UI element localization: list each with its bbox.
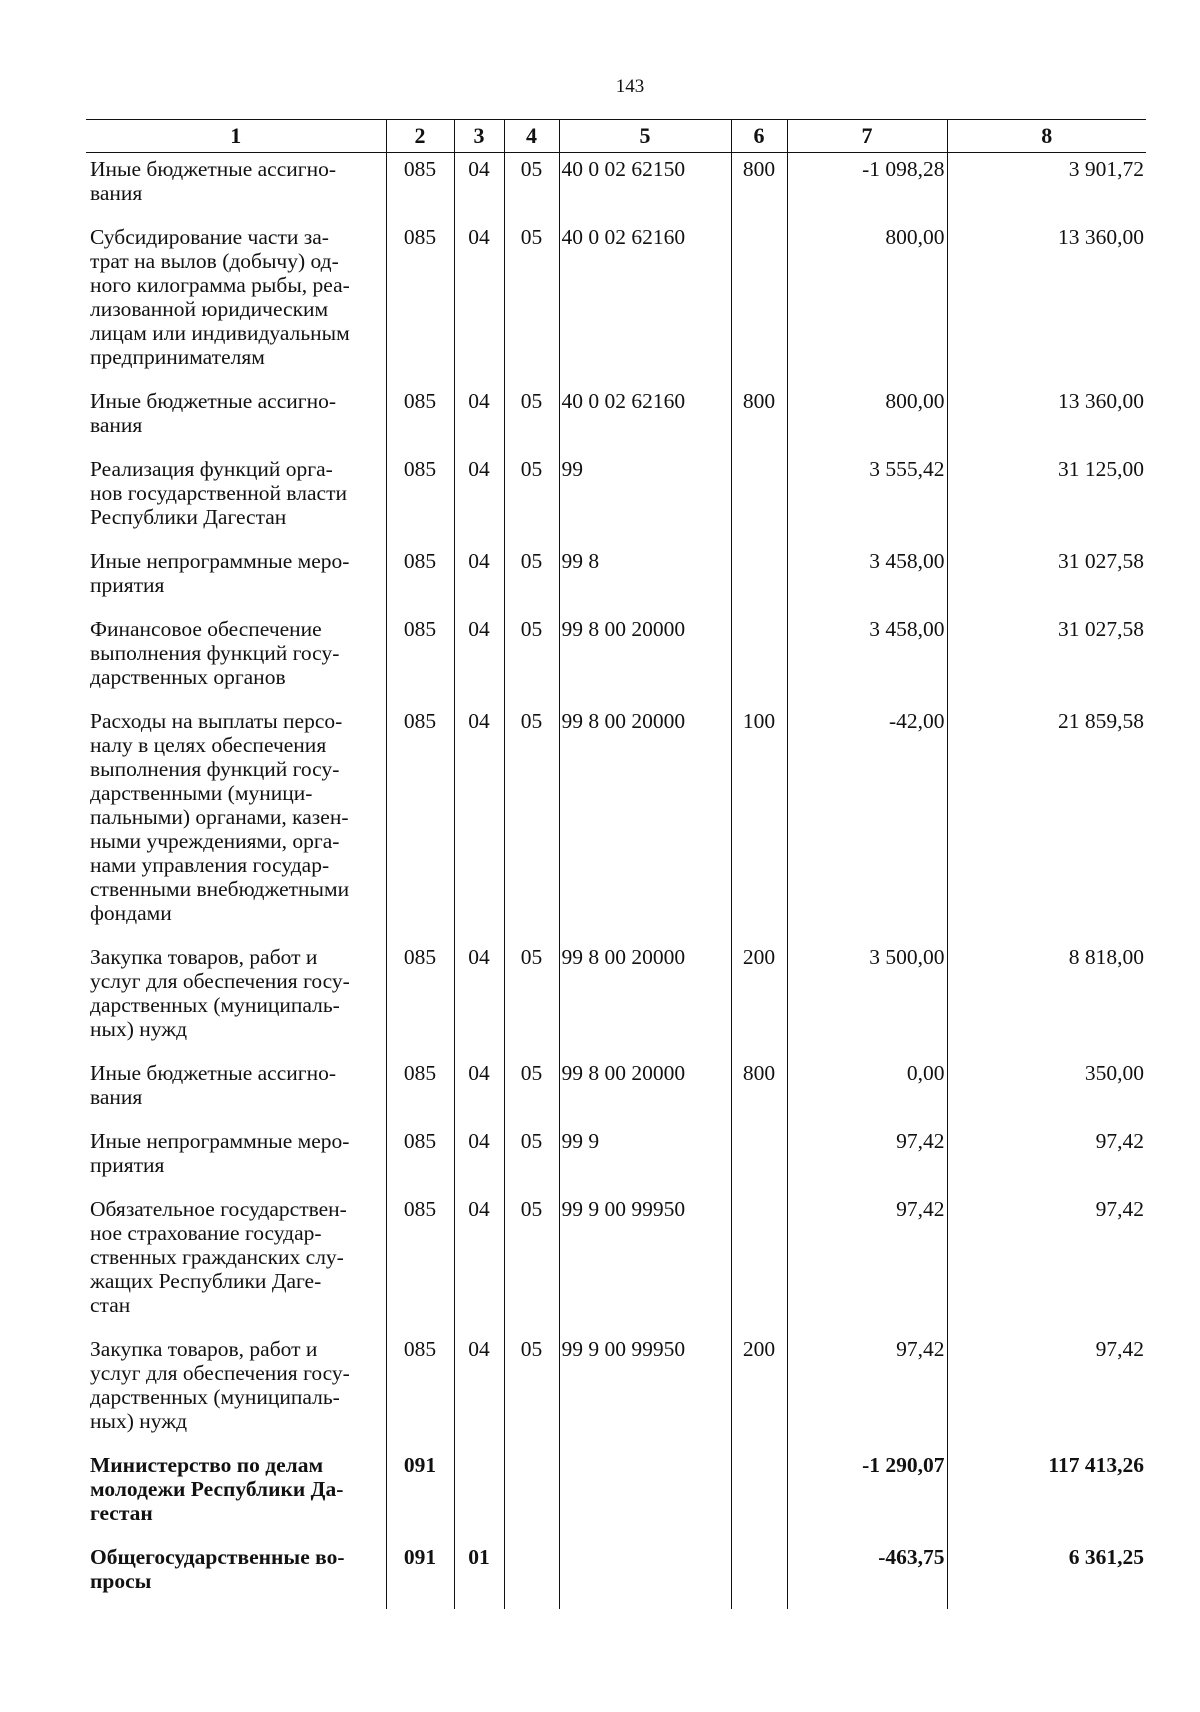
column-header: 1 — [86, 120, 386, 153]
subsection-code: 05 — [504, 1057, 559, 1125]
section-code: 04 — [454, 1193, 504, 1333]
change-amount: 3 458,00 — [787, 613, 947, 705]
change-amount: -1 098,28 — [787, 153, 947, 222]
target-article-code: 99 9 — [559, 1125, 731, 1193]
total-amount: 13 360,00 — [947, 221, 1146, 385]
chapter-code: 085 — [386, 153, 454, 222]
budget-table-container — [86, 119, 1146, 1609]
section-code: 01 — [454, 1541, 504, 1609]
subsection-code: 05 — [504, 221, 559, 385]
chapter-code: 091 — [386, 1541, 454, 1609]
total-amount: 31 027,58 — [947, 545, 1146, 613]
target-article-code: 99 9 00 99950 — [559, 1333, 731, 1449]
change-amount: 97,42 — [787, 1333, 947, 1449]
change-amount: 3 458,00 — [787, 545, 947, 613]
section-code: 04 — [454, 385, 504, 453]
target-article-code: 40 0 02 62160 — [559, 385, 731, 453]
chapter-code: 085 — [386, 705, 454, 941]
total-amount: 117 413,26 — [947, 1449, 1146, 1541]
chapter-code: 085 — [386, 1333, 454, 1449]
change-amount: 3 500,00 — [787, 941, 947, 1057]
table-body — [86, 153, 1146, 1610]
chapter-code: 085 — [386, 1125, 454, 1193]
column-header: 8 — [947, 120, 1146, 153]
expense-type-code: 200 — [731, 941, 787, 1057]
column-header: 3 — [454, 120, 504, 153]
change-amount: -1 290,07 — [787, 1449, 947, 1541]
table-row — [86, 613, 1146, 705]
target-article-code: 99 8 00 20000 — [559, 705, 731, 941]
total-amount: 97,42 — [947, 1193, 1146, 1333]
change-amount: 800,00 — [787, 385, 947, 453]
target-article-code: 99 8 — [559, 545, 731, 613]
section-code — [454, 1449, 504, 1541]
column-header: 7 — [787, 120, 947, 153]
subsection-code: 05 — [504, 1125, 559, 1193]
target-article-code: 40 0 02 62160 — [559, 221, 731, 385]
table-header-row — [86, 120, 1146, 153]
subsection-code — [504, 1541, 559, 1609]
expense-type-code — [731, 221, 787, 385]
table-row — [86, 545, 1146, 613]
target-article-code — [559, 1449, 731, 1541]
row-description: Реализация функций орга- нов государственной власти Республики Дагестан — [90, 457, 347, 529]
section-code: 04 — [454, 941, 504, 1057]
subsection-code: 05 — [504, 385, 559, 453]
row-description: Финансовое обеспечение выполнения функций госу- дарственных органов — [90, 617, 340, 689]
change-amount: 3 555,42 — [787, 453, 947, 545]
total-amount: 13 360,00 — [947, 385, 1146, 453]
row-description: Иные непрограммные меро- приятия — [90, 1129, 350, 1177]
chapter-code: 085 — [386, 941, 454, 1057]
subsection-code: 05 — [504, 613, 559, 705]
expense-type-code — [731, 1193, 787, 1333]
total-amount: 21 859,58 — [947, 705, 1146, 941]
target-article-code: 99 8 00 20000 — [559, 941, 731, 1057]
column-header: 6 — [731, 120, 787, 153]
target-article-code: 40 0 02 62150 — [559, 153, 731, 222]
section-code: 04 — [454, 705, 504, 941]
table-row — [86, 1193, 1146, 1333]
chapter-code: 085 — [386, 545, 454, 613]
column-header: 5 — [559, 120, 731, 153]
table-row — [86, 1125, 1146, 1193]
subsection-code: 05 — [504, 153, 559, 222]
row-description: Министерство по делам молодежи Республики Да- гестан — [90, 1453, 344, 1525]
total-amount: 3 901,72 — [947, 153, 1146, 222]
chapter-code: 085 — [386, 613, 454, 705]
target-article-code: 99 8 00 20000 — [559, 613, 731, 705]
column-header: 4 — [504, 120, 559, 153]
change-amount: -463,75 — [787, 1541, 947, 1609]
target-article-code — [559, 1541, 731, 1609]
page-number: 143 — [615, 76, 645, 97]
table-row — [86, 221, 1146, 385]
total-amount: 6 361,25 — [947, 1541, 1146, 1609]
row-description: Закупка товаров, работ и услуг для обеспечения госу- дарственных (муниципаль- ных) нужд — [90, 1337, 350, 1433]
expense-type-code: 100 — [731, 705, 787, 941]
subsection-code: 05 — [504, 1193, 559, 1333]
table-row — [86, 153, 1146, 222]
subsection-code: 05 — [504, 453, 559, 545]
subsection-code: 05 — [504, 545, 559, 613]
table-row — [86, 453, 1146, 545]
subsection-code — [504, 1449, 559, 1541]
row-description: Иные непрограммные меро- приятия — [90, 549, 350, 597]
table-row — [86, 1449, 1146, 1541]
table-row — [86, 705, 1146, 941]
chapter-code: 085 — [386, 1193, 454, 1333]
section-code: 04 — [454, 1057, 504, 1125]
chapter-code: 085 — [386, 385, 454, 453]
expense-type-code — [731, 453, 787, 545]
total-amount: 31 027,58 — [947, 613, 1146, 705]
expense-type-code: 800 — [731, 1057, 787, 1125]
column-header: 2 — [386, 120, 454, 153]
total-amount: 31 125,00 — [947, 453, 1146, 545]
total-amount: 97,42 — [947, 1125, 1146, 1193]
subsection-code: 05 — [504, 1333, 559, 1449]
table-row — [86, 385, 1146, 453]
target-article-code: 99 9 00 99950 — [559, 1193, 731, 1333]
row-description: Общегосударственные во- просы — [90, 1545, 345, 1593]
expense-type-code — [731, 1125, 787, 1193]
expense-type-code — [731, 1541, 787, 1609]
table-row — [86, 1541, 1146, 1609]
row-description: Расходы на выплаты персо- налу в целях обеспечения выполнения функций госу- дарственными (муници- пальными) органами, казен- ными учреждениями, орга- нами управления государ- ственными внебюджетными фондами — [90, 709, 350, 925]
total-amount: 350,00 — [947, 1057, 1146, 1125]
row-description: Обязательное государствен- ное страхование государ- ственных гражданских слу- жащих Республики Даге- стан — [90, 1197, 347, 1317]
expense-type-code — [731, 1449, 787, 1541]
subsection-code: 05 — [504, 705, 559, 941]
expense-type-code: 200 — [731, 1333, 787, 1449]
change-amount: 800,00 — [787, 221, 947, 385]
chapter-code: 085 — [386, 453, 454, 545]
total-amount: 97,42 — [947, 1333, 1146, 1449]
row-description: Иные бюджетные ассигно- вания — [90, 1061, 336, 1109]
expense-type-code — [731, 545, 787, 613]
expense-type-code: 800 — [731, 385, 787, 453]
subsection-code: 05 — [504, 941, 559, 1057]
expense-type-code — [731, 613, 787, 705]
row-description: Закупка товаров, работ и услуг для обеспечения госу- дарственных (муниципаль- ных) нужд — [90, 945, 350, 1041]
budget-table — [86, 119, 1146, 1609]
section-code: 04 — [454, 1333, 504, 1449]
target-article-code: 99 — [559, 453, 731, 545]
chapter-code: 085 — [386, 221, 454, 385]
chapter-code: 085 — [386, 1057, 454, 1125]
change-amount: 97,42 — [787, 1193, 947, 1333]
section-code: 04 — [454, 1125, 504, 1193]
section-code: 04 — [454, 453, 504, 545]
total-amount: 8 818,00 — [947, 941, 1146, 1057]
row-description: Иные бюджетные ассигно- вания — [90, 389, 336, 437]
row-description: Иные бюджетные ассигно- вания — [90, 157, 336, 205]
section-code: 04 — [454, 545, 504, 613]
change-amount: -42,00 — [787, 705, 947, 941]
row-description: Субсидирование части за- трат на вылов (добычу) од- ного килограмма рыбы, реа- лизованной юридическим лицам или индивидуальным предпринимателям — [90, 225, 350, 369]
section-code: 04 — [454, 613, 504, 705]
expense-type-code: 800 — [731, 153, 787, 222]
section-code: 04 — [454, 221, 504, 385]
section-code: 04 — [454, 153, 504, 222]
change-amount: 97,42 — [787, 1125, 947, 1193]
table-row — [86, 1333, 1146, 1449]
table-row — [86, 1057, 1146, 1125]
change-amount: 0,00 — [787, 1057, 947, 1125]
table-row — [86, 941, 1146, 1057]
chapter-code: 091 — [386, 1449, 454, 1541]
target-article-code: 99 8 00 20000 — [559, 1057, 731, 1125]
